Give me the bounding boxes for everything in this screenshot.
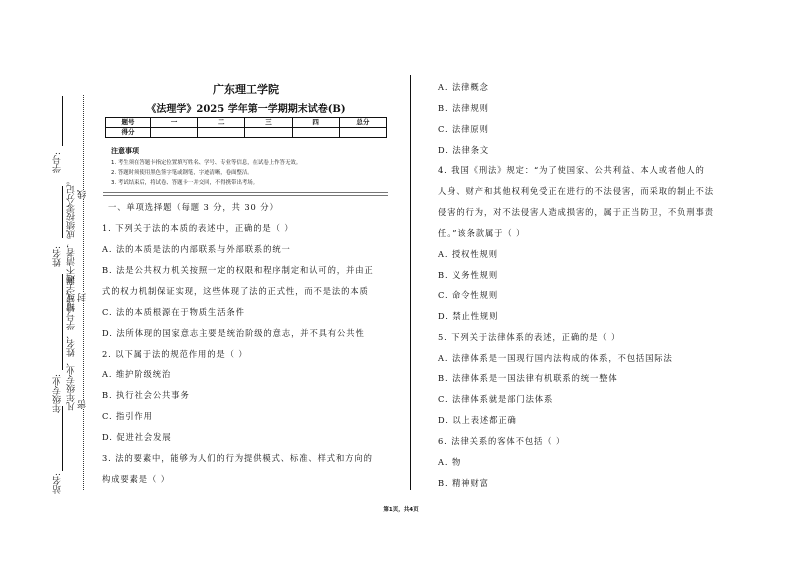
- score-header-cell: 三: [245, 118, 292, 128]
- score-cell: [198, 128, 245, 138]
- score-table-header-row: [106, 118, 387, 128]
- section-title: 一、单项选择题（每题 3 分，共 30 分）: [108, 202, 279, 212]
- seal-char-xian: 线: [78, 190, 88, 199]
- option-line: A. 法律概念: [438, 82, 489, 92]
- option-line: C. 法律体系就是部门法体系: [438, 394, 554, 404]
- score-header-cell: 题号: [106, 118, 151, 128]
- question-line: 任。”该条款属于（ ）: [438, 228, 526, 238]
- warning-text-2: 凡年级专业、姓名、学号错写、漏: [67, 276, 77, 411]
- score-header-cell: 总分: [339, 118, 386, 128]
- page-number: 第1页，共4页: [383, 507, 419, 513]
- option-line: B. 法律体系是一国法律有机联系的统一整体: [438, 373, 618, 383]
- option-line: B. 精神财富: [438, 478, 489, 488]
- option-line: B. 法是公共权力机关按照一定的权限和程序制定和认可的，并由正: [102, 265, 374, 275]
- score-header-cell: 一: [150, 118, 197, 128]
- student-id-line: [62, 96, 63, 146]
- question-line: 4. 我国《刑法》规定：“为了使国家、公共利益、本人或者他人的: [438, 165, 705, 175]
- notes-item: 2. 答题时须使用黑色签字笔或钢笔，字迹清晰，卷面整洁。: [111, 170, 253, 176]
- option-line: A. 物: [438, 457, 462, 467]
- option-line: C. 法律原则: [438, 124, 489, 134]
- score-cell: [245, 128, 292, 138]
- student-id-label: 学号:: [53, 152, 63, 174]
- warning-text-1: 写或字迹不清者，成绩按零分记。: [67, 176, 77, 311]
- option-line: B. 执行社会公共事务: [102, 390, 190, 400]
- question-line: 6. 法律关系的客体不包括（ ）: [438, 436, 566, 446]
- score-table: [105, 117, 387, 138]
- exam-notes: [111, 146, 391, 188]
- option-line: D. 促进社会发展: [102, 432, 172, 442]
- score-cell: [292, 128, 339, 138]
- major-line: [62, 274, 63, 370]
- score-row-label: 得分: [106, 128, 151, 138]
- school-name: 广东理工学院: [213, 83, 279, 96]
- option-line: D. 以上表述都正确: [438, 415, 517, 425]
- option-line: B. 法律规则: [438, 103, 489, 113]
- name-line: [62, 186, 63, 238]
- option-line: D. 法律条文: [438, 145, 490, 155]
- option-line: C. 法的本质根源在于物质生活条件: [102, 307, 245, 317]
- option-line: B. 义务性规则: [438, 270, 499, 280]
- question-line: 侵害的行为，对不法侵害人造成损害的，属于正当防卫，不负刑事责: [438, 207, 714, 217]
- exam-title: 《法理学》2025 学年第一学期期末试卷(B): [146, 104, 346, 115]
- station-line: [62, 406, 63, 471]
- name-label: 姓名:: [53, 246, 63, 268]
- score-header-cell: 二: [198, 118, 245, 128]
- option-line: C. 命令性规则: [438, 290, 499, 300]
- score-header-cell: 四: [292, 118, 339, 128]
- question-line: 5. 下列关于法律体系的表述，正确的是（ ）: [438, 332, 621, 342]
- option-line: D. 法所体现的国家意志主要是统治阶级的意志，并不具有公共性: [102, 328, 365, 338]
- score-cell: [150, 128, 197, 138]
- option-line: D. 禁止性规则: [438, 311, 499, 321]
- question-line: 人身、财产和其他权利免受正在进行的不法侵害，而采取的制止不法: [438, 186, 714, 196]
- station-label: 站名:: [53, 473, 63, 495]
- score-cell: [339, 128, 386, 138]
- option-line: 式的权力机制保证实现，这些体现了法的正式性，而不是法的本质: [102, 286, 369, 296]
- column-divider: [410, 75, 411, 490]
- option-line: A. 维护阶级统治: [102, 369, 172, 379]
- question-line: 1. 下列关于法的本质的表述中，正确的是（ ）: [102, 223, 294, 233]
- option-line: A. 法律体系是一国现行国内法构成的体系，不包括国际法: [438, 353, 673, 363]
- seal-char-mi: 密: [78, 400, 88, 409]
- option-line: C. 指引作用: [102, 411, 153, 421]
- question-line: 构成要素是（ ）: [102, 474, 170, 484]
- option-line: A. 法的本质是法的内部联系与外部联系的统一: [102, 244, 291, 254]
- section-divider: [103, 192, 388, 196]
- option-line: A. 授权性规则: [438, 249, 498, 259]
- question-line: 3. 法的要素中，能够为人们的行为提供模式、标准、样式和方向的: [102, 453, 373, 463]
- notes-title: 注意事项: [111, 147, 139, 155]
- major-label: 年级专业:: [53, 374, 63, 414]
- score-table-score-row: [106, 128, 387, 138]
- notes-item: 3. 考试结束后，将试卷、答题卡一并交回，不得携带出考场。: [111, 180, 259, 186]
- seal-char-feng: 封: [78, 293, 88, 302]
- question-line: 2. 以下属于法的规范作用的是（ ）: [102, 349, 248, 359]
- notes-item: 1. 考生须在答题卡指定位置填写姓名、学号、专业等信息，在试卷上作答无效。: [111, 160, 302, 166]
